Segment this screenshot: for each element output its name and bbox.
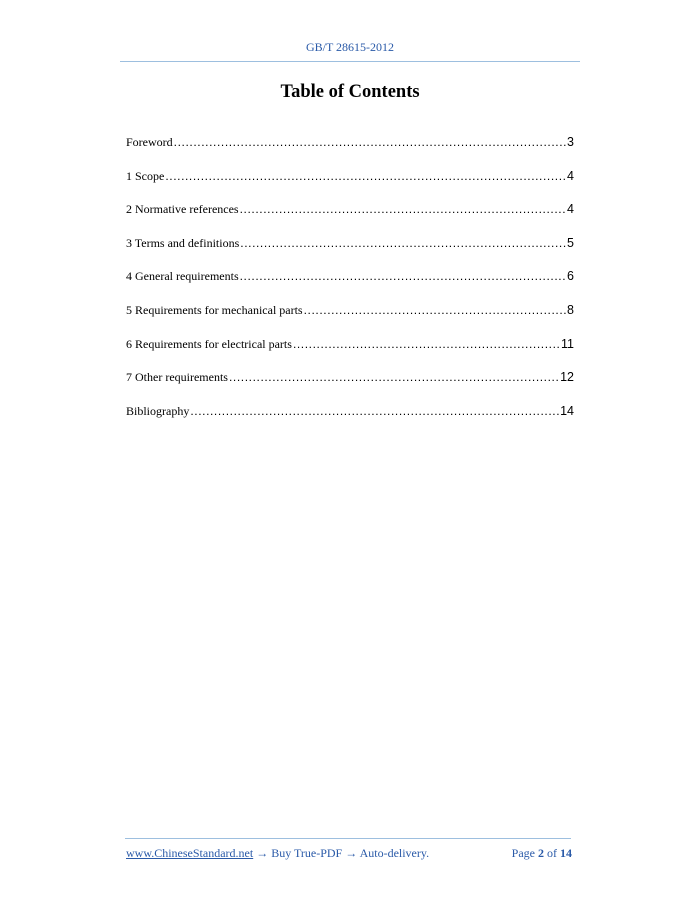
toc-entry-label: 5 Requirements for mechanical parts (126, 302, 303, 317)
toc-entry-scope[interactable] (126, 169, 574, 203)
toc-entry-label: 7 Other requirements (126, 370, 228, 385)
toc-entry-other-requirements[interactable] (126, 370, 574, 404)
dot-leader (174, 135, 566, 149)
toc-entry-page: 4 (567, 202, 574, 217)
website-link[interactable]: www.ChineseStandard.net (126, 846, 254, 860)
page-title: Table of Contents (280, 82, 420, 102)
toc-entry-label: Foreword (126, 135, 173, 149)
toc-entry-label: 6 Requirements for electrical parts (126, 336, 292, 351)
dot-leader (240, 236, 566, 250)
toc-entry-label: 3 Terms and definitions (126, 235, 240, 250)
toc-entry-page: 14 (560, 403, 574, 418)
toc-entry-general-requirements[interactable] (126, 269, 574, 303)
toc-entry-page: 6 (567, 269, 574, 284)
toc-entry-terms-and-definitions[interactable] (126, 236, 574, 270)
running-header: GB/T 28615-2012 (305, 40, 395, 54)
dot-leader (293, 337, 560, 351)
toc-entry-page: 5 (567, 235, 574, 250)
table-of-contents (126, 135, 574, 437)
toc-entry-page: 4 (567, 168, 574, 183)
toc-entry-page: 8 (567, 302, 574, 317)
page-footer (126, 846, 572, 862)
page-total: 14 (560, 846, 572, 860)
dot-leader (240, 269, 566, 283)
toc-entry-label: 4 General requirements (126, 269, 239, 284)
page-number (512, 846, 572, 861)
toc-entry-mechanical-parts[interactable] (126, 303, 574, 337)
dot-leader (165, 169, 566, 183)
page-prefix: Page (511, 846, 538, 860)
footer-promo (126, 846, 429, 861)
toc-entry-page: 12 (560, 370, 574, 385)
toc-entry-electrical-parts[interactable] (126, 337, 574, 371)
toc-entry-normative-references[interactable] (126, 202, 574, 236)
footer-divider (125, 838, 571, 839)
page-of: of (544, 846, 560, 860)
toc-entry-page: 3 (567, 135, 574, 149)
toc-entry-label: 1 Scope (126, 168, 165, 183)
toc-entry-page: 11 (561, 336, 574, 351)
dot-leader (304, 303, 566, 317)
toc-entry-label: Bibliography (126, 403, 190, 418)
dot-leader (190, 404, 559, 418)
header-divider (120, 61, 580, 62)
page-current: 2 (538, 846, 544, 860)
toc-entry-bibliography[interactable] (126, 404, 574, 438)
toc-entry-label: 2 Normative references (126, 202, 239, 217)
promo-text: → Buy True-PDF → Auto-delivery. (253, 846, 430, 860)
dot-leader (240, 202, 566, 216)
dot-leader (229, 370, 559, 384)
toc-entry-foreword[interactable] (126, 135, 574, 169)
